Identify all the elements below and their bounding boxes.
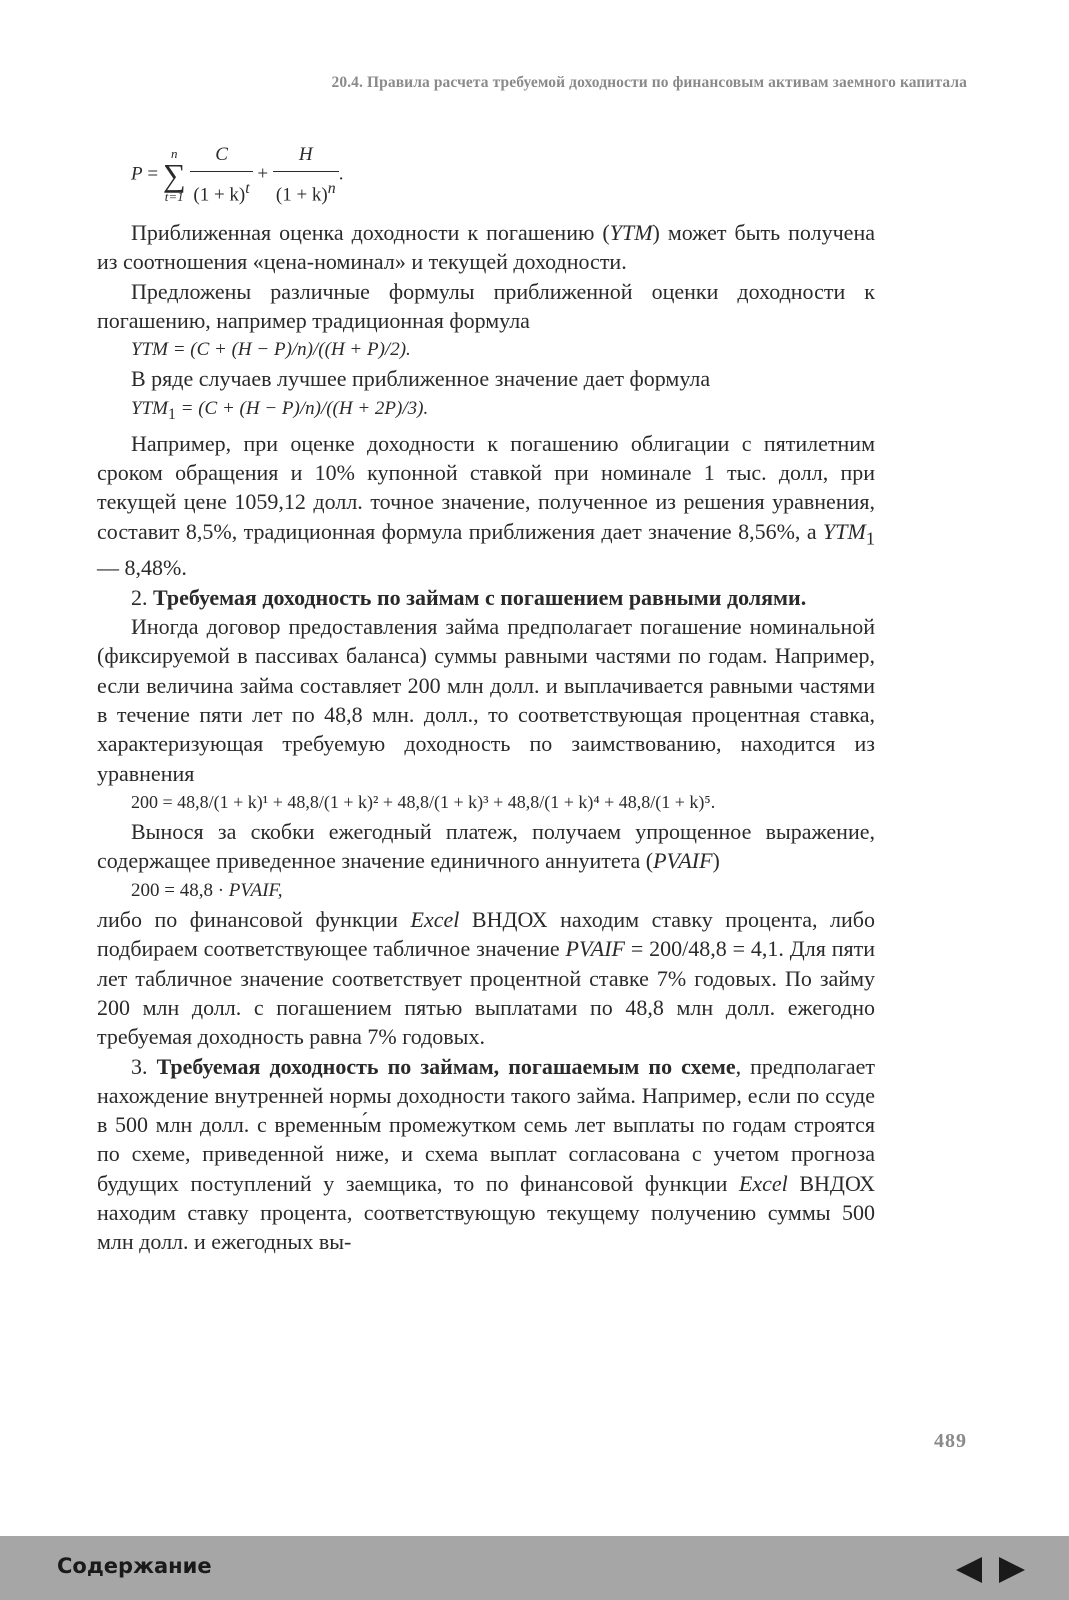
pvaif-term: PVAIF (653, 848, 713, 874)
formula-lhs: P (131, 163, 143, 185)
text: , предполагает нахождение внутренней нормы доходности такого займа. Например, если по ссуде в 500 млн долл. с временны́м промежутком семь лет выплаты по годам строятся по схеме, приведенной ниже, и схема выплат согласована с учетом прогноза будущих поступлений у заемщика, то по финансовой функции (97, 1053, 875, 1196)
paragraph-better-formula: В ряде случаев лучшее приближенное значение дает формула (131, 366, 711, 392)
text: Вынося за скобки ежегодный платеж, получаем упрощенное выражение, содержащее приведенное значение единичного аннуитета ( (97, 819, 875, 874)
formula-text: 200 = 48,8 · (131, 879, 229, 901)
formula-text: PVAIF, (228, 879, 283, 901)
text: Например, при оценке доходности к погашению облигации с пятилетним сроком обращения и 10% купонной ставкой при номинале 1 тыс. долл, при текущей цене 1059,12 долл. точное значение, полученное из решения уравнения, составит 8,5%, традиционная формула приближения дает значение 8,56%, а (97, 430, 875, 544)
paragraph-pvaif (97, 817, 875, 876)
sum-top: n (170, 145, 178, 161)
page-body (97, 140, 875, 1257)
frac-den: (1 + k) (193, 184, 246, 206)
formula-eq: = (142, 163, 163, 185)
ytm-term: YTM (609, 220, 653, 245)
navigation-bar (0, 1536, 1069, 1600)
section-title: Требуемая доходность по займам с погашением равными долями. (153, 584, 807, 610)
ytm-term: YTM (823, 518, 866, 544)
formula-plus: + (252, 163, 273, 185)
paragraph-example (97, 429, 875, 583)
paragraph-excel (97, 905, 875, 1051)
text: ) может быть получена из соотношения «цена-номинал» и текущей доходности. (97, 220, 875, 275)
running-header: 20.4. Правила расчета требуемой доходности по финансовым активам заемного капитала (331, 74, 967, 91)
formula-text: YTM = (C + (H − P)/n)/((H + P)/2). (131, 339, 411, 361)
pvaif-term: PVAIF (565, 936, 625, 962)
coupon-fraction (190, 140, 252, 210)
excel-term: Excel (410, 907, 460, 933)
text: ВНДОХ находим ставку процента, соответствующую текущему получению суммы 500 млн долл. и ежегодных вы- (97, 1170, 875, 1255)
table-of-contents-link[interactable]: Содержание (57, 1554, 212, 1578)
frac-exp: n (327, 180, 336, 198)
formula-pvaif (97, 876, 875, 905)
text: ) (712, 848, 720, 874)
frac-den: (1 + k) (275, 184, 328, 206)
paragraph-formulas-intro: Предложены различные формулы приближенной оценки доходности к погашению, например традиционная формула (97, 278, 875, 333)
text: Приближенная оценка доходности к погашению ( (131, 220, 610, 245)
page-number: 489 (934, 1430, 967, 1452)
frac-num: H (273, 140, 339, 172)
text: — 8,48%. (97, 555, 187, 581)
sum-sign: n ∑ t=1 (162, 145, 186, 204)
section-3-paragraph (97, 1052, 875, 1257)
text: ВНДОХ находим ставку процента, либо подбираем соответствующее табличное значение (97, 907, 876, 962)
formula-ytm (97, 335, 875, 364)
text: = 200/48,8 = 4,1. Для пяти лет табличное значение соответствует процентной ставке 7% годовых. По займу 200 млн долл. с погашением пятью выплатами по 48,8 млн долл. ежегодно требуемая доходность равна 7% годовых. (97, 936, 876, 1050)
paragraph-ytm-approx (97, 218, 875, 277)
formula-subscript: 1 (167, 405, 176, 423)
formula-end: . (338, 163, 344, 185)
section-2-heading (97, 583, 875, 612)
subscript: 1 (865, 528, 875, 549)
paragraph-equal-payments: Иногда договор предоставления займа предполагает погашение номинальной (фиксируемой в пассивах баланса) суммы равными частями по годам. Например, если величина займа составляет 200 млн долл. и выплачивается равными частями в течение пяти лет по 48,8 млн. долл., то соответствующая процентная ставка, характеризующая требуемую доходность по заимствованию, находится из уравнения (97, 614, 875, 786)
text: либо по финансовой функции (97, 907, 411, 933)
sum-bottom: t=1 (164, 188, 184, 204)
section-number: 3. (131, 1053, 157, 1079)
arrow-left-icon[interactable] (955, 1556, 983, 1584)
formula-ytm1 (97, 394, 875, 429)
excel-term: Excel (738, 1170, 788, 1196)
frac-exp: t (245, 180, 250, 198)
formula-text: YTM (131, 397, 168, 419)
section-title: Требуемая доходность по займам, погашаемым по схеме (156, 1053, 736, 1079)
frac-num: C (190, 140, 252, 172)
formula-annuity-equation: 200 = 48,8/(1 + k)¹ + 48,8/(1 + k)² + 48,8/(1 + k)³ + 48,8/(1 + k)⁴ + 48,8/(1 + k)⁵. (131, 791, 716, 812)
formula-text: = (C + (H − P)/n)/((H + 2P)/3). (175, 397, 429, 419)
nominal-fraction (273, 140, 339, 210)
section-number: 2. (131, 584, 153, 610)
arrow-right-icon[interactable] (998, 1556, 1026, 1584)
bond-price-formula (97, 140, 875, 206)
